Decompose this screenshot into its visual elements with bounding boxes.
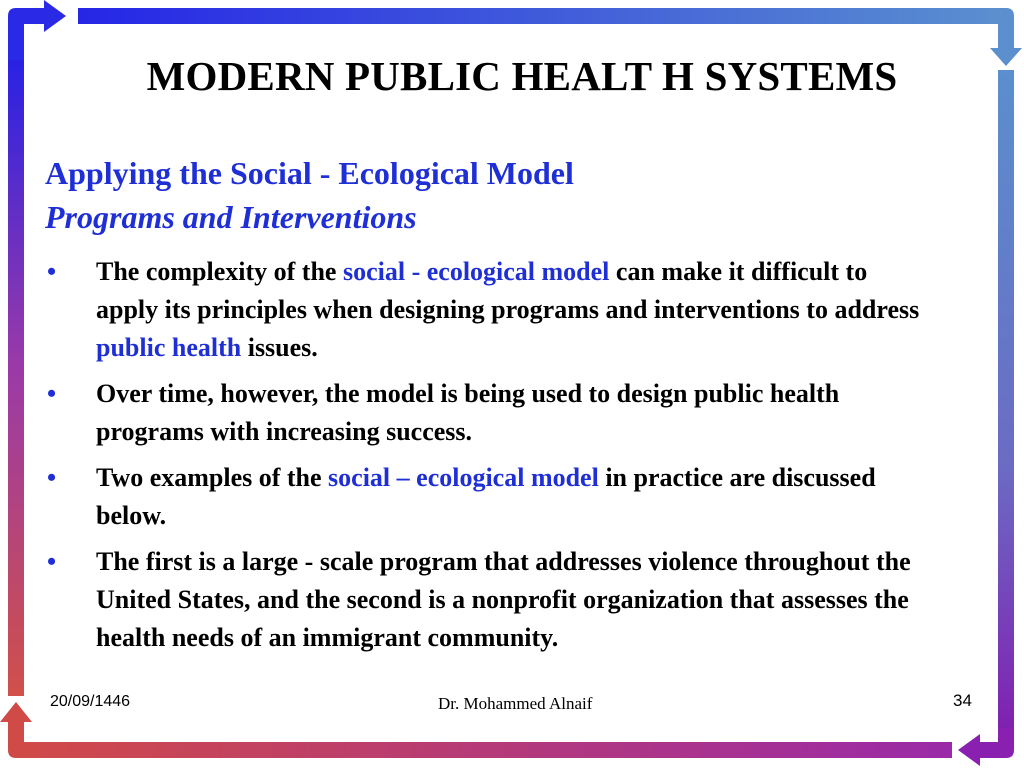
section-heading: Applying the Social - Ecological Model (45, 155, 574, 191)
bullet-marker: • (47, 463, 57, 492)
bullet-marker: • (47, 379, 57, 408)
bullet-item (45, 375, 925, 451)
bullet-marker: • (47, 257, 57, 286)
slide-number: 34 (953, 691, 972, 710)
highlighted-term: public health (96, 333, 242, 362)
bullet-text: in practice are discussed below. (96, 463, 876, 530)
bullet-item (45, 253, 925, 367)
highlighted-term: social – ecological model (328, 463, 599, 492)
bullet-text: The complexity of the (96, 257, 343, 286)
bullet-text: The first is a large - scale program that addresses violence throughout the United States, and the second is a nonprofit organization that assesses the health needs of an immigrant community. (96, 547, 911, 652)
section-subheading: Programs and Interventions (45, 199, 417, 235)
bullet-text: Two examples of the (96, 463, 329, 492)
bullet-item (45, 459, 925, 535)
bullet-marker: • (47, 547, 57, 576)
footer-author: Dr. Mohammed Alnaif (438, 694, 593, 713)
bullet-text: issues. (241, 333, 318, 362)
slide-title: MODERN PUBLIC HEALT H SYSTEMS (146, 53, 898, 99)
footer-date: 20/09/1446 (50, 693, 131, 710)
bullet-text: Over time, however, the model is being used to design public health programs with increasing success. (96, 379, 840, 446)
highlighted-term: social - ecological model (342, 257, 610, 286)
bullet-text: can make it difficult to apply its principles when designing programs and interventions to address (96, 257, 920, 324)
bullet-list (45, 253, 925, 665)
bullet-item (45, 543, 925, 657)
